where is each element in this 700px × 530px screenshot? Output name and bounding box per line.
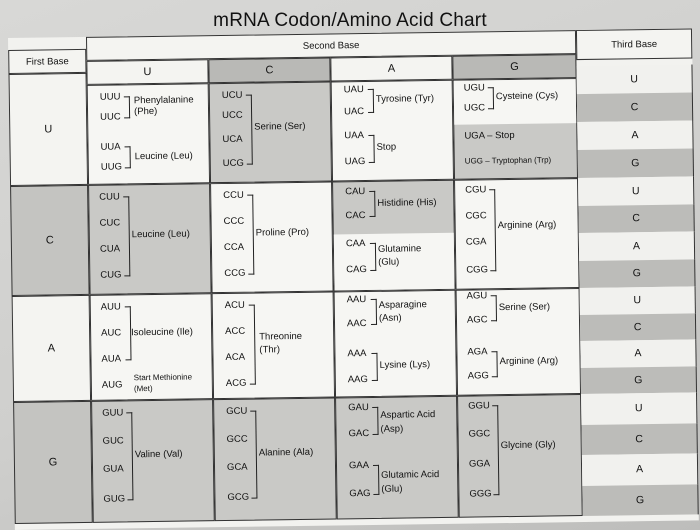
amino-acid: (Glu) xyxy=(381,483,403,495)
codon: CCG xyxy=(224,267,246,280)
codon: UCU xyxy=(221,89,243,102)
amino-acid: (Met) xyxy=(133,384,153,394)
codon: UCC xyxy=(222,109,243,122)
codon: CGG xyxy=(466,264,489,276)
codon: UCA xyxy=(222,133,243,146)
amino-acid: Leucine (Leu) xyxy=(134,150,193,163)
codon: AGG xyxy=(467,370,489,382)
amino-acid: Isoleucine (Ile) xyxy=(131,326,193,339)
block-gu xyxy=(91,399,215,523)
codon: UCG xyxy=(222,157,244,170)
block-ac xyxy=(212,291,335,399)
amino-acid: Alanine (Ala) xyxy=(258,446,314,459)
amino-acid: Start Methionine xyxy=(133,372,193,383)
bracket xyxy=(246,95,253,165)
block-ua xyxy=(331,80,454,182)
amino-acid: (Asp) xyxy=(380,423,404,435)
amino-acid: Serine (Ser) xyxy=(254,120,306,133)
bracket xyxy=(124,96,130,118)
amino-acid: Glutamic Acid xyxy=(381,469,440,481)
codon: AAG xyxy=(347,374,368,386)
codon: ACU xyxy=(224,299,245,311)
bracket xyxy=(371,353,377,381)
block-gg xyxy=(457,394,583,518)
codon: CUC xyxy=(99,217,121,229)
bracket xyxy=(126,412,133,500)
amino-acid: Asparagine xyxy=(378,299,427,311)
codon: GUG xyxy=(103,493,126,505)
codon: GGG xyxy=(469,488,492,500)
third-base-cell: C xyxy=(578,204,694,233)
bracket xyxy=(372,407,378,435)
codon: CUA xyxy=(99,243,121,255)
codon: UAA xyxy=(344,130,365,142)
codon: AAC xyxy=(346,318,367,330)
amino-acid: Tyrosine (Tyr) xyxy=(375,93,435,105)
codon: UGC xyxy=(463,102,486,114)
block-ag xyxy=(456,288,581,396)
codon: CAU xyxy=(345,186,366,198)
amino-acid: Arginine (Arg) xyxy=(497,219,557,232)
codon: CCC xyxy=(223,215,245,228)
codon: AAU xyxy=(346,294,367,306)
block-ug xyxy=(453,78,578,180)
codon: UAG xyxy=(344,156,366,168)
amino-acid: Proline (Pro) xyxy=(255,226,310,239)
third-base-header: Third Base xyxy=(576,28,692,60)
third-base-cell: A xyxy=(577,120,693,150)
block-uc xyxy=(209,81,332,183)
codon: GGU xyxy=(468,400,490,412)
bracket xyxy=(491,351,497,377)
codon: CGA xyxy=(465,236,487,248)
bracket xyxy=(491,295,497,321)
block-gc xyxy=(213,397,337,521)
codon: AUU xyxy=(100,301,121,313)
codon: GCG xyxy=(227,491,250,503)
codon: CCU xyxy=(223,189,244,202)
codon: GCC xyxy=(226,433,248,445)
codon: GAC xyxy=(348,427,370,440)
codon: CAC xyxy=(345,210,366,222)
codon: AUG xyxy=(101,379,123,391)
codon: UUG xyxy=(100,161,123,173)
codon: UUC xyxy=(100,111,121,123)
codon: CUU xyxy=(99,191,120,203)
amino-acid: Serine (Ser) xyxy=(498,301,551,314)
codon: GAG xyxy=(349,487,371,500)
first-base-c: C xyxy=(10,185,90,296)
codon: CGU xyxy=(465,184,487,196)
codon: AGC xyxy=(466,314,488,326)
first-base-header: First Base xyxy=(8,49,86,74)
block-aa xyxy=(334,290,457,398)
codon: GUU xyxy=(102,407,124,419)
first-base-a: A xyxy=(12,295,91,402)
amino-acid: (Asn) xyxy=(378,312,402,324)
bracket xyxy=(370,243,376,271)
third-base-cell: C xyxy=(577,92,693,122)
third-base-cell: G xyxy=(578,148,694,178)
amino-acid: (Thr) xyxy=(259,344,281,356)
amino-acid: Aspartic Acid xyxy=(380,409,436,421)
codon: CAA xyxy=(345,238,366,250)
third-base-cell: U xyxy=(581,392,697,424)
bracket xyxy=(247,195,254,275)
codon: GUC xyxy=(102,435,124,447)
codon: UGU xyxy=(463,82,485,94)
codon: CUG xyxy=(100,269,122,281)
bracket xyxy=(123,196,130,276)
chart-title: mRNA Codon/Amino Acid Chart xyxy=(213,10,487,31)
second-base-c: C xyxy=(208,58,330,84)
codon-note: UGA – Stop xyxy=(464,129,515,142)
amino-acid: Arginine (Arg) xyxy=(499,355,559,368)
amino-acid: Stop xyxy=(376,141,397,153)
codon: GUA xyxy=(102,463,124,475)
bracket xyxy=(368,89,374,113)
codon: GGC xyxy=(468,428,491,440)
third-base-cell: G xyxy=(581,366,697,394)
codon: AUA xyxy=(101,353,122,365)
first-base-u: U xyxy=(9,73,89,186)
codon-note: UGG – Tryptophan (Trp) xyxy=(464,155,552,166)
second-base-header: Second Base xyxy=(86,30,576,61)
block-cu xyxy=(88,183,212,295)
third-base-cell: U xyxy=(578,176,694,205)
codon: AGU xyxy=(466,290,488,302)
codon: GAU xyxy=(348,401,369,414)
codon: CCA xyxy=(223,241,245,254)
amino-acid: Valine (Val) xyxy=(134,448,183,461)
third-base-cell: C xyxy=(580,313,696,341)
amino-acid: (Phe) xyxy=(133,105,158,118)
amino-acid: (Glu) xyxy=(378,256,400,268)
codon: UUU xyxy=(99,91,121,103)
codon: AAA xyxy=(347,348,367,360)
codon: ACG xyxy=(225,377,247,389)
amino-acid: Glutamine xyxy=(377,243,422,255)
codon: CAG xyxy=(346,264,367,276)
amino-acid: Cysteine (Cys) xyxy=(495,90,559,103)
block-cc xyxy=(210,181,334,293)
codon: ACC xyxy=(225,325,246,337)
codon: GGA xyxy=(468,458,491,470)
codon: UUA xyxy=(100,141,121,153)
second-base-a: A xyxy=(330,56,452,82)
bracket xyxy=(369,191,375,217)
second-base-g: G xyxy=(452,54,576,80)
third-base-cell: A xyxy=(582,453,698,485)
third-base-cell: A xyxy=(579,231,695,260)
block-ga xyxy=(335,396,459,520)
bracket xyxy=(368,135,374,163)
codon: GAA xyxy=(348,460,370,472)
amino-acid: Histidine (His) xyxy=(377,197,437,209)
third-base-cell: G xyxy=(582,484,698,516)
third-base-cell: U xyxy=(576,64,692,94)
bracket xyxy=(250,411,257,499)
third-base-cell: U xyxy=(580,286,696,314)
third-base-cell: G xyxy=(579,259,695,288)
bracket xyxy=(492,405,499,495)
bracket xyxy=(249,305,256,385)
third-base-cell: A xyxy=(580,339,696,367)
amino-acid: Phenylalanine xyxy=(133,94,194,107)
first-base-g: G xyxy=(13,401,93,524)
codon: CGC xyxy=(465,210,487,222)
block-au xyxy=(90,293,213,401)
bracket xyxy=(371,299,377,325)
codon: ACA xyxy=(225,351,246,363)
third-base-cell: C xyxy=(581,423,697,455)
amino-acid: Glycine (Gly) xyxy=(500,439,556,452)
codon: GCU xyxy=(226,405,248,417)
codon: UAU xyxy=(343,84,364,96)
block-ca xyxy=(332,180,456,292)
bracket xyxy=(489,189,496,271)
codon: GCA xyxy=(226,461,248,473)
codon: AUC xyxy=(101,327,122,339)
codon-table xyxy=(8,28,699,530)
amino-acid: Threonine xyxy=(259,330,303,343)
bracket xyxy=(125,146,131,168)
block-uu xyxy=(87,83,210,185)
amino-acid: Lysine (Lys) xyxy=(379,359,431,371)
bracket xyxy=(488,87,494,109)
second-base-u: U xyxy=(86,59,208,85)
bracket xyxy=(373,465,379,495)
block-cg xyxy=(454,178,580,290)
amino-acid: Leucine (Leu) xyxy=(131,228,190,241)
codon: UAC xyxy=(343,106,365,118)
codon: AGA xyxy=(467,346,488,358)
